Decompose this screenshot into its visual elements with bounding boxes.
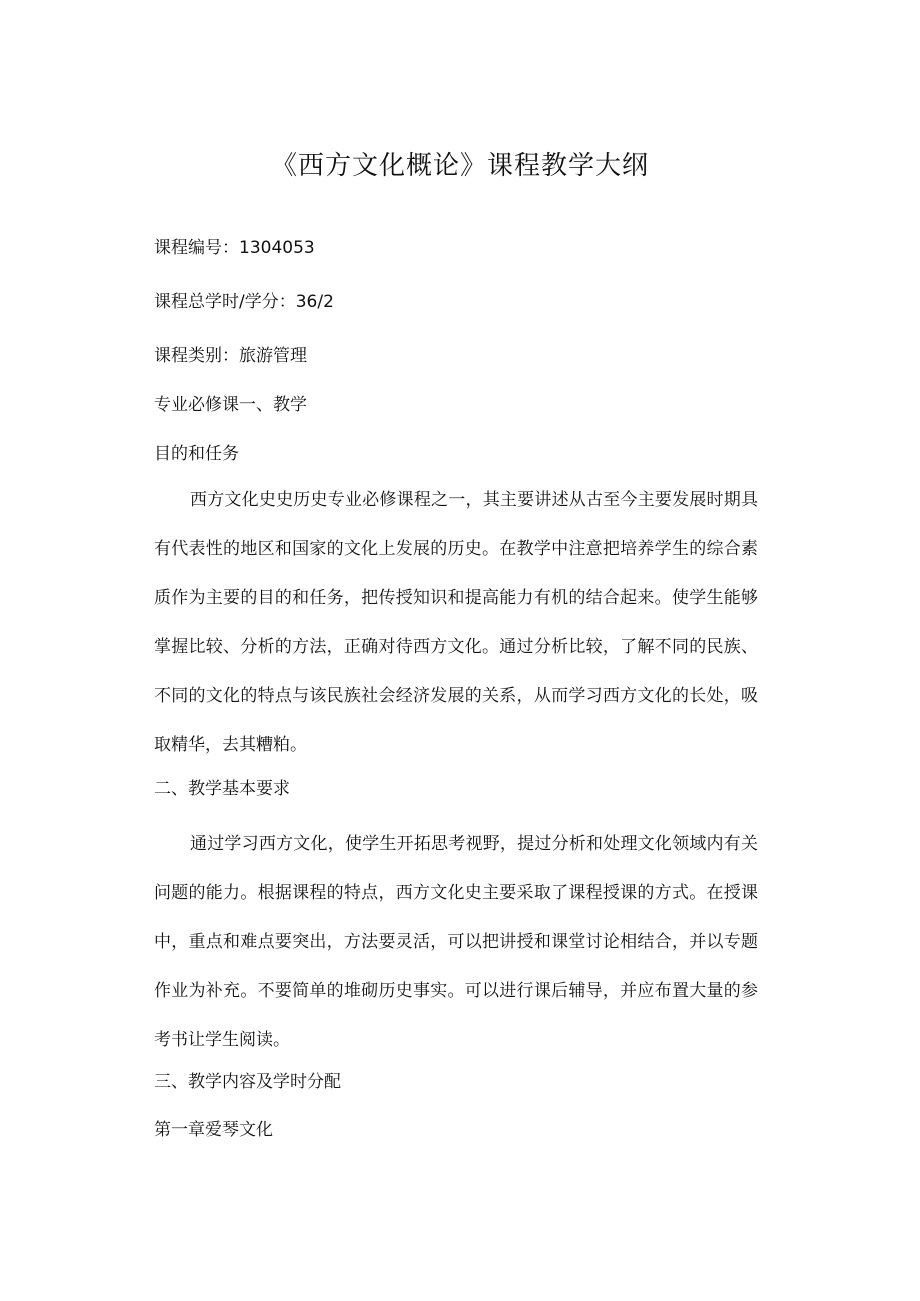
section2-heading: 二、教学基本要求 [154, 779, 290, 799]
chapter1-heading: 第一章爱琴文化 [154, 1120, 273, 1140]
course-category: 课程类别：旅游管理 [154, 346, 307, 366]
section3-heading: 三、教学内容及学时分配 [154, 1072, 341, 1092]
course-hours-credits: 课程总学时/学分：36/2 [154, 292, 334, 312]
course-code: 课程编号：1304053 [154, 238, 315, 258]
document-title: 《西方文化概论》课程教学大纲 [270, 151, 649, 181]
section2-paragraph: 通过学习西方文化，使学生开拓思考视野，提过分析和处理文化领域内有关问题的能力。根据课程的特点，西方文化史主要采取了课程授课的方式。在授课中，重点和难点要突出，方法要灵活，可以把讲授和课堂讨论相结合，并以专题作业为补充。不要简单的堆砌历史事实。可以进行课后辅导，并应布置大量的参考书让学生阅读。 [154, 834, 758, 1050]
section1-heading-part1: 专业必修课一、教学 [154, 395, 307, 415]
section1-paragraph: 西方文化史史历史专业必修课程之一，其主要讲述从古至今主要发展时期具有代表性的地区和国家的文化上发展的历史。在教学中注意把培养学生的综合素质作为主要的目的和任务，把传授知识和提高能力有机的结合起来。使学生能够掌握比较、分析的方法，正确对待西方文化。通过分析比较，了解不同的民族、不同的文化的特点与该民族社会经济发展的关系，从而学习西方文化的长处，吸取精华，去其糟粕。 [154, 490, 758, 755]
section1-heading-part2: 目的和任务 [154, 444, 239, 464]
